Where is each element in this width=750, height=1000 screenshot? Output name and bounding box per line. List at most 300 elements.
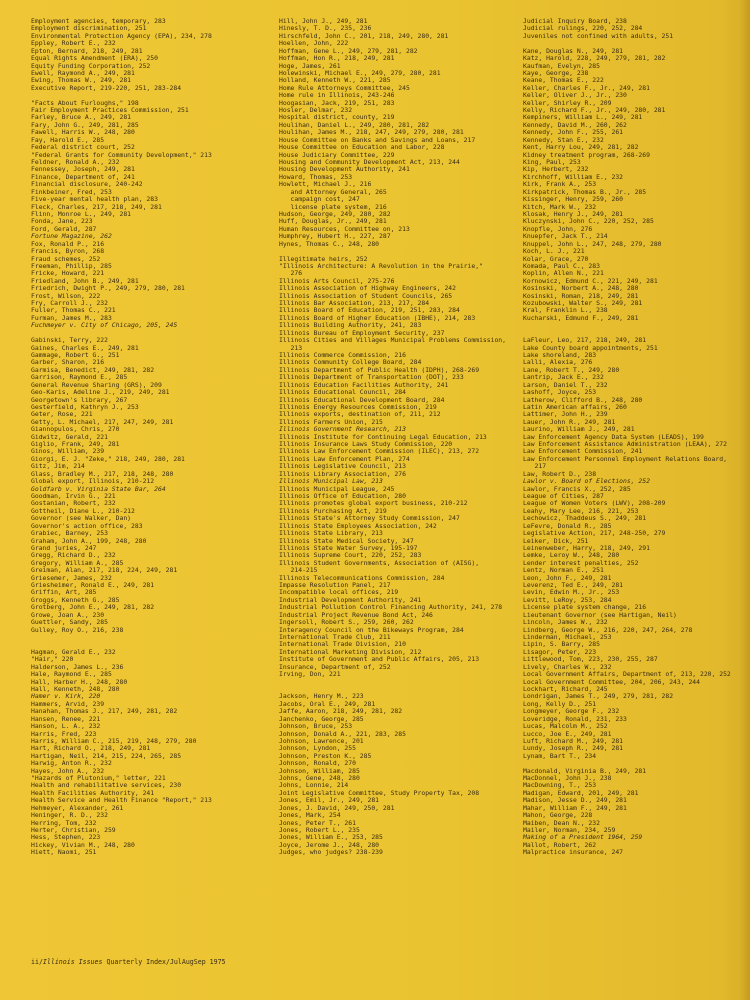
index-entry: Leverenz, Ted E., 249, 281: [523, 581, 624, 590]
index-entry: Illinois Library Association, 276: [279, 469, 406, 478]
index-entry: Grabiec, Barney, 253: [31, 529, 108, 538]
index-entry: Hoge, James, 261: [279, 61, 341, 70]
index-entry: Hehmeyer, Alexander, 261: [31, 803, 124, 812]
index-entry: Illinois Bar Association, 213, 217, 284: [279, 299, 430, 308]
index-entry: Goodman, Irvin G., 221: [31, 492, 116, 500]
index-entry: Johnson, William, 285: [279, 766, 360, 775]
index-entry: Kidney treatment program, 268-269: [523, 150, 650, 159]
index-entry: Jones, Robert L., 235: [279, 825, 360, 834]
index-entry: "Hazards of Plutonium," letter, 221: [31, 774, 166, 783]
index-entry: Lundy, Joseph R., 249, 281: [523, 744, 624, 753]
index-entry: Local Government Affairs, Department of, 213, 220, 252: [523, 670, 731, 679]
index-entry: Latherow, Clifford B., 248, 280: [523, 395, 643, 404]
index-entry: Fortune Magazine, 262: [31, 232, 112, 241]
index-entry: Joyce, Jerome J., 248, 280: [279, 840, 380, 849]
index-entry: Friedrich, Dwight P., 249, 279, 280, 281: [31, 284, 185, 293]
index-entry: Goldfarb v. Virginia State Bar, 264: [31, 484, 166, 493]
index-entry: Komada, Paul C., 283: [523, 261, 600, 270]
index-entry: Johnson, Preston K., 285: [279, 751, 372, 760]
index-entry: Kane, Douglas N., 249, 281: [523, 46, 624, 55]
index-entry: 213: [279, 343, 303, 352]
index-entry: LaFleur, Leo, 217, 218, 249, 281: [523, 336, 647, 345]
index-entry: Howard, Thomas, 253: [279, 172, 353, 181]
index-entry: Lemke, Leroy W., 248, 280: [523, 551, 620, 560]
index-entry: 217: [523, 462, 547, 471]
index-entry: Griffin, Art, 285: [31, 588, 97, 597]
index-entry: Illinois State Employees Association, 242: [279, 521, 437, 530]
page-edge-shadow: [740, 0, 750, 1000]
index-entry: Humphrey, Hubert H., 227, 287: [279, 232, 391, 241]
index-entry: Knopfle, John, 276: [523, 224, 593, 233]
index-entry: Illinois State Library, 213: [279, 529, 383, 538]
index-entry: Illinois Arts Council, 275-276: [279, 276, 395, 285]
index-entry: Employment agencies, temporary, 283: [31, 17, 166, 25]
index-entry: Longmeyer, George F., 232: [523, 707, 620, 716]
index-entry: Greiman, Alan, 217, 218, 224, 249, 281: [31, 566, 178, 575]
index-entry: Executive Report, 219-220, 251, 283-284: [31, 83, 182, 92]
index-entry: Hill, John J., 249, 281: [279, 17, 368, 25]
index-entry: Health Facilities Authority, 241: [31, 788, 155, 797]
index-entry: MacDonnel, John J., 238: [523, 774, 612, 783]
index-entry: campaign cost, 247: [279, 195, 360, 204]
index-entry: Kirk, Frank A., 253: [523, 180, 597, 189]
index-entry: Griesheimer, Ronald E., 249, 281: [31, 581, 155, 590]
index-entry: Illinois Board of Education, 219, 251, 283, 284: [279, 306, 460, 315]
index-entry: Lechowicz, Thaddeus S., 249, 281: [523, 514, 647, 523]
index-entry: Illinois Energy Resources Commission, 219: [279, 402, 437, 411]
index-entry: Ingersoll, Robert S., 259, 260, 262: [279, 618, 414, 627]
index-entry: Hess, Stephen, 223: [31, 833, 101, 842]
index-entry: Johnson, Ronald, 270: [279, 759, 356, 768]
index-entry: Gostanian, Robert, 232: [31, 499, 116, 508]
index-entry: Illinois Farmers Union, 215: [279, 417, 383, 426]
index-entry: Lentz, Norman E., 251: [523, 566, 604, 575]
index-entry: Illinois Municipal League, 245: [279, 484, 395, 493]
index-entry: Lawlor, Francis X., 252, 285: [523, 484, 631, 493]
index-entry: Health Service and Health Finance "Report," 213: [31, 796, 212, 805]
index-entry: Feldner, Ronald A., 232: [31, 158, 120, 167]
index-entry: Flinn, Monroe L., 249, 281: [31, 209, 132, 218]
index-entry: Gitz, Jim, 214: [31, 462, 85, 471]
index-entry: Ginos, William, 239: [31, 447, 105, 456]
index-entry: Illegitimate heirs, 252: [279, 254, 368, 263]
index-entry: Johns, Gene, 248, 280: [279, 774, 360, 783]
index-entry: Jones, J. David, 249, 250, 281: [279, 803, 395, 812]
index-entry: Gulley, Roy O., 216, 238: [31, 625, 124, 634]
index-entry: Lake County board appointments, 251: [523, 343, 658, 352]
index-entry: Illinois Cities and Villages Municipal Problems Commission,: [279, 336, 507, 345]
index-entry: Leinenweber, Harry, 218, 249, 291: [523, 543, 650, 552]
index-entry: Kral, Franklin L., 238: [523, 306, 608, 315]
index-entry: Irving, Don, 221: [279, 670, 341, 679]
index-entry: Groggs, Kenneth G., 285: [31, 595, 120, 604]
index-entry: Hanahan, Thomas J., 217, 249, 281, 282: [31, 707, 178, 716]
index-entry: Georgetown's library, 267: [31, 395, 128, 404]
index-entry: Governor (see Walker, Dan): [31, 514, 132, 523]
index-entry: Janchenko, George, 285: [279, 714, 364, 723]
index-entry: Huff, Douglas, Jr., 249, 281: [279, 217, 387, 226]
index-entry: Home rule in Illinois, 243-246: [279, 91, 395, 100]
index-entry: Johns, Lonnie, 214: [279, 781, 349, 790]
index-entry: Eppley, Robert E., 232: [31, 39, 116, 48]
index-entry: Jacobs, Oral E., 249, 281: [279, 699, 376, 708]
index-entry: Epton, Bernard, 218, 249, 281: [31, 46, 143, 55]
index-column-2: [279, 18, 511, 857]
index-entry: Houlihan, James M., 218, 247, 249, 279, 280, 281: [279, 128, 464, 137]
index-spacer: [31, 634, 263, 641]
index-entry: Harris, Fred, 223: [31, 729, 97, 738]
index-entry: Getty, L. Michael, 217, 247, 249, 281: [31, 417, 174, 426]
index-entry: Garrison, Raymond E., 285: [31, 373, 128, 382]
index-entry: Ford, Gerald, 287: [31, 224, 97, 233]
index-entry: Heninger, R. D., 232: [31, 811, 108, 820]
index-entry: Hartigan, Neil, 214, 215, 224, 265, 285: [31, 751, 182, 760]
index-entry: Illinois Educational Development Board, 284: [279, 395, 445, 404]
index-entry: Housing and Community Development Act, 213, 244: [279, 158, 460, 167]
index-entry: Illinois Board of Higher Education (IBHE), 214, 283: [279, 313, 476, 322]
index-entry: Illinois Department of Transportation (DOT), 233: [279, 373, 464, 382]
index-entry: Law Enforcement Commission, 241: [523, 447, 643, 456]
index-entry: and Attorney General, 265: [279, 187, 387, 196]
index-entry: Jackson, Henry M., 223: [279, 692, 364, 701]
index-entry: Federal district court, 252: [31, 143, 135, 152]
index-entry: Griesemer, James, 232: [31, 573, 112, 582]
index-entry: Illinois Law Enforcement Plan, 274: [279, 454, 410, 463]
index-entry: Illinois Supreme Court, 220, 252, 283: [279, 551, 422, 560]
index-entry: Hoellen, John, 222: [279, 39, 349, 48]
index-entry: Hart, Richard O., 218, 249, 281: [31, 744, 151, 753]
index-entry: Jones, Emil, Jr., 249, 281: [279, 796, 380, 805]
index-entry: license plate system, 216: [279, 202, 387, 211]
index-entry: Lipin, S. Barry, 285: [523, 640, 600, 649]
index-entry: Jones, William E., 253, 285: [279, 833, 383, 842]
index-entry: Laurino, William J., 249, 281: [523, 425, 635, 434]
index-entry: Hinesly, T. D., 235, 236: [279, 24, 372, 33]
index-entry: Geo-Karis, Adeline J., 219, 249, 281: [31, 388, 170, 397]
index-entry: Halderson, James L., 236: [31, 662, 124, 671]
index-entry: Illinois Municipal Law, 213: [279, 477, 383, 486]
index-entry: Judges, who judges? 238-239: [279, 848, 383, 857]
index-entry: Global export, Illinois, 210-212: [31, 477, 155, 486]
index-entry: Environmental Protection Agency (EPA), 234, 278: [31, 31, 212, 40]
index-entry: Lucco, Joe E., 249, 281: [523, 729, 612, 738]
index-entry: Financial disclosure, 240-242: [31, 180, 143, 189]
index-entry: Governor's action office, 283: [31, 521, 143, 530]
index-entry: Growe, Joan A., 230: [31, 610, 105, 619]
index-entry: Long, Kelly D., 251: [523, 699, 597, 708]
index-entry: Hall, Harber H., 248, 280: [31, 677, 128, 686]
index-entry: Illinois Commerce Commission, 216: [279, 350, 406, 359]
index-entry: Johnson, Lyndon, 255: [279, 744, 356, 753]
index-entry: Hosler, Delmar, 232: [279, 106, 353, 115]
index-column-1: [31, 18, 263, 857]
index-entry: Mallot, Robert, 262: [523, 840, 597, 849]
index-entry: Levin, Edwin M., Jr., 253: [523, 588, 620, 597]
index-entry: International Trade Club, 211: [279, 633, 391, 642]
index-entry: Hale, Raymond E., 285: [31, 670, 112, 679]
index-entry: Fricke, Howard, 221: [31, 269, 105, 278]
index-entry: Illinois Institute for Continuing Legal Education, 213: [279, 432, 487, 441]
index-entry: Fonda, Jane, 223: [31, 217, 93, 226]
index-entry: Giglio, Frank, 249, 281: [31, 440, 120, 449]
index-entry: Koplin, Allen N., 221: [523, 269, 604, 278]
index-entry: Interagency Council on the Bikeways Program, 284: [279, 625, 464, 634]
index-entry: Law Enforcement Assistance Administration (LEAA), 272: [523, 440, 727, 449]
index-entry: LeFevre, Donald R., 285: [523, 521, 612, 530]
index-entry: Harwig, Anton R., 232: [31, 759, 112, 768]
index-entry: Garmisa, Benedict, 249, 281, 282: [31, 365, 155, 374]
index-entry: Employment discrimination, 251: [31, 24, 147, 33]
index-entry: Lindberg, George W., 216, 220, 247, 264, 278: [523, 625, 693, 634]
index-entry: Latin American affairs, 260: [523, 402, 627, 411]
index-entry: Illinois Law Enforcement Commission (ILEC), 213, 272: [279, 447, 480, 456]
index-entry: Kempiners, William L., 249, 281: [523, 113, 643, 122]
index-entry: Law Enforcement Agency Data System (LEADS), 199: [523, 432, 704, 441]
index-entry: Grand juries, 247: [31, 543, 97, 552]
index-entry: Herring, Tom, 232: [31, 818, 97, 827]
index-entry: Hoogasian, Jack, 219, 251, 283: [279, 98, 395, 107]
index-entry: Holland, Kenneth W., 221, 285: [279, 76, 391, 85]
index-entry: Illinois Office of Education, 280: [279, 492, 406, 500]
index-entry: Illinois Telecommunications Commission, 284: [279, 573, 445, 582]
index-entry: Gregg, Richard D., 232: [31, 551, 116, 560]
index-entry: Housing Development Authority, 241: [279, 165, 410, 174]
index-entry: Herter, Christian, 259: [31, 825, 116, 834]
footer-journal-title: Illinois Issues: [42, 958, 103, 966]
index-entry: Illinois exports, destination of, 211, 212: [279, 410, 441, 419]
index-entry: Houlihan, Daniel L., 249, 280, 281, 282: [279, 120, 430, 129]
index-entry: House Committee on Education and Labor, 228: [279, 143, 445, 152]
index-entry: Gidwitz, Gerald, 221: [31, 432, 108, 441]
index-entry: Local Government Committee, 204, 206, 243, 244: [523, 677, 700, 686]
index-entry: Graham, John A., 199, 248, 280: [31, 536, 147, 545]
index-entry: Knuppel, John L., 247, 248, 279, 280: [523, 239, 662, 248]
index-entry: Kluczynski, John C., 220, 252, 285: [523, 217, 654, 226]
index-entry: Gabinski, Terry, 222: [31, 336, 108, 345]
index-entry: Kitch, Mark W., 232: [523, 202, 597, 211]
index-entry: Hirschfeld, John C., 201, 218, 249, 280, 281: [279, 31, 449, 40]
index-entry: Lane, Robert T., 249, 280: [523, 365, 620, 374]
index-entry: Leon, John F., 249, 281: [523, 573, 612, 582]
index-entry: Kucharski, Edmund F., 249, 281: [523, 313, 639, 322]
index-entry: Kornowicz, Edmund C., 221, 249, 281: [523, 276, 658, 285]
index-entry: Larson, Daniel T., 232: [523, 380, 608, 389]
index-entry: Illinois Association of Highway Engineers, 242: [279, 284, 456, 293]
index-entry: Freeman, Phillip, 285: [31, 261, 112, 270]
index-entry: League of Cities, 287: [523, 492, 604, 500]
index-entry: Illinois promotes global export business, 210-212: [279, 499, 468, 508]
index-entry: Illinois Insurance Laws Study Commission, 220: [279, 440, 453, 449]
index-entry: Gammage, Robert G., 251: [31, 350, 120, 359]
index-entry: Kennedy, John F., 255, 261: [523, 128, 624, 137]
index-entry: Hagman, Gerald E., 232: [31, 647, 116, 656]
index-entry: Kozubowski, Walter S., 249, 281: [523, 299, 643, 308]
index-entry: Guettler, Sandy, 285: [31, 618, 108, 627]
index-entry: Illinois Student Governments, Association of (AISG),: [279, 558, 480, 567]
index-entry: Five-year mental health plan, 283: [31, 195, 158, 204]
index-entry: International Trade Division, 210: [279, 640, 406, 649]
index-entry: Fary, John G., 249, 281, 285: [31, 120, 139, 129]
index-entry: Hoffman, Hon R., 218, 249, 281: [279, 54, 395, 63]
index-entry: Fraud schemes, 252: [31, 254, 101, 263]
index-entry: League of Women Voters (LWV), 208-209: [523, 499, 666, 508]
index-entry: Knuepfer, Jack T., 214: [523, 232, 608, 241]
index-entry: Illinois State Water Survey, 195-197: [279, 543, 418, 552]
index-entry: Kennedy, David M., 260, 262: [523, 120, 627, 129]
index-entry: Lieutenant Governor (see Hartigan, Neil): [523, 610, 677, 619]
index-entry: Fuller, Thomas C., 221: [31, 306, 116, 315]
index-entry: Illinois Department of Public Health (IDPH), 268-269: [279, 365, 480, 374]
index-entry: Lashoff, Joyce, 253: [523, 388, 597, 397]
index-entry: Lauer, John R., 249, 281: [523, 417, 616, 426]
index-entry: Health and rehabilitative services, 230: [31, 781, 182, 790]
index-entry: Industrial Development Authority, 241: [279, 595, 422, 604]
index-entry: Francis, Byron, 268: [31, 247, 105, 256]
index-entry: Keller, Charles F., Jr., 249, 281: [523, 83, 650, 92]
index-entry: Madison, Jesse D., 249, 281: [523, 796, 627, 805]
index-entry: Illinois State's Attorney Study Commission, 247: [279, 514, 460, 523]
index-entry: Mahar, William F., 249, 281: [523, 803, 627, 812]
index-entry: Frost, Wilson, 222: [31, 291, 101, 300]
index-entry: House Judiciary Committee, 229: [279, 150, 395, 159]
index-entry: Glass, Bradley M., 217, 218, 248, 280: [31, 469, 174, 478]
index-entry: Furman, James M., 283: [31, 313, 112, 322]
index-entry: Loveridge, Ronald, 231, 233: [523, 714, 627, 723]
index-entry: Fleck, Charles, 217, 218, 249, 281: [31, 202, 162, 211]
index-entry: Kirkpatrick, Thomas B., Jr., 285: [523, 187, 647, 196]
index-entry: Hoffman, Gene L., 249, 279, 281, 282: [279, 46, 418, 55]
index-entry: Kosinski, Norbert A., 248, 280: [523, 284, 639, 293]
index-entry: Illinois Building Authority, 241, 283: [279, 321, 422, 330]
index-entry: Luft, Richard M., 249, 281: [523, 736, 624, 745]
index-entry: Lucas, Malcolm M., 252: [523, 722, 608, 731]
index-entry: Industrial Project Revenue Bond Act, 246: [279, 610, 433, 619]
index-entry: Lalli, Alexia, 276: [523, 358, 593, 367]
index-entry: Hammers, Arvid, 239: [31, 699, 105, 708]
index-entry: Grotberg, John E., 249, 281, 282: [31, 603, 155, 612]
index-entry: Fry, Carroll J., 232: [31, 299, 108, 308]
index-entry: Howlett, Michael J., 216: [279, 180, 372, 189]
index-entry: "Hair," 220: [31, 655, 74, 664]
index-entry: Macdonald, Virginia B., 249, 281: [523, 766, 647, 775]
index-entry: Lisagor, Peter, 223: [523, 647, 597, 656]
index-entry: Kolar, Grace, 270: [523, 254, 589, 263]
index-entry: Holewinski, Michael E., 249, 279, 280, 281: [279, 68, 441, 77]
index-entry: Mahon, George, 228: [523, 811, 593, 820]
index-entry: Lantrip, Jack E., 232: [523, 373, 604, 382]
index-entry: Equity Funding Corporation, 252: [31, 61, 151, 70]
index-entry: Linderman, Michael, 253: [523, 633, 612, 642]
index-entry: Judicial rulings, 220, 252, 284: [523, 24, 643, 33]
index-entry: Kennedy, Stan E., 232: [523, 135, 604, 144]
index-entry: Fawell, Harris W., 248, 280: [31, 128, 135, 137]
index-entry: 276: [279, 269, 303, 278]
index-entry: Farley, Bruce A., 249, 281: [31, 113, 132, 122]
index-entry: Insurance, Department of, 252: [279, 662, 391, 671]
index-entry: Lattimer, John H., 239: [523, 410, 608, 419]
index-entry: Madigan, Edward, 201, 249, 281: [523, 788, 639, 797]
index-entry: Keller, Oliver J., Jr., 230: [523, 91, 627, 100]
index-entry: Kaufman, Evelyn, 285: [523, 61, 600, 70]
index-entry: Littlewood, Tom, 223, 230, 255, 287: [523, 655, 658, 664]
index-entry: Illinois Association of Student Councils, 265: [279, 291, 453, 300]
index-entry: Johnson, Lawrence, 201: [279, 736, 364, 745]
index-entry: Keane, Thomas E., 222: [523, 76, 604, 85]
index-entry: MacDowning, T., 253: [523, 781, 597, 790]
index-entry: Kaye, George, 238: [523, 68, 589, 77]
index-entry: Hickey, Vivian M., 248, 280: [31, 840, 135, 849]
index-entry: Impasse Resolution Panel, 217: [279, 581, 391, 590]
index-entry: Equal Rights Amendment (ERA), 250: [31, 54, 158, 63]
index-entry: Ewing, Thomas W., 249, 281: [31, 76, 132, 85]
index-entry: Fuchmeyer v. City of Chicago, 205, 245: [31, 321, 178, 330]
index-entry: Finance, Department of, 241: [31, 172, 135, 181]
index-entry: Gottheil, Diane L., 210-212: [31, 506, 135, 515]
index-entry: Illinois Bureau of Employment Security, 237: [279, 328, 445, 337]
index-entry: Hanson, L. A., 232: [31, 722, 101, 731]
index-entry: Lynam, Bart T., 234: [523, 751, 597, 760]
index-entry: Kip, Herbert, 232: [523, 165, 589, 174]
index-entry: Londrigan, James T., 249, 279, 281, 282: [523, 692, 674, 701]
index-entry: Kosinski, Roman, 218, 249, 281: [523, 291, 639, 300]
index-entry: Making of a President 1964, 259: [523, 833, 643, 842]
index-entry: Gesterfield, Kathryn J., 253: [31, 402, 139, 411]
footer-page-number: ii/: [31, 958, 43, 966]
index-entry: Fox, Ronald P., 216: [31, 239, 105, 248]
index-entry: Joint Legislative Committee, Study Property Tax, 208: [279, 788, 480, 797]
index-entry: "Facts About Furloughs," 198: [31, 98, 139, 107]
index-entry: Leahy, Mary Lee, 216, 221, 253: [523, 506, 639, 515]
index-entry: Fay, Harold E., 285: [31, 135, 105, 144]
index-entry: Illinois Education Facilities Authority, 241: [279, 380, 449, 389]
index-entry: Judicial Inquiry Board, 238: [523, 17, 627, 25]
index-entry: Maiben, Dean N., 232: [523, 818, 600, 827]
index-entry: Johnson, Bruce, 253: [279, 722, 353, 731]
index-entry: Hamer v. Kirk, 220: [31, 692, 101, 701]
index-entry: Hayes, John A., 232: [31, 766, 105, 775]
index-spacer: [523, 322, 745, 329]
index-entry: Kent, Harry Lou, 249, 281, 282: [523, 143, 639, 152]
index-entry: Gaines, Charles E., 249, 281: [31, 343, 139, 352]
index-entry: "Federal Grants for Community Development," 213: [31, 150, 212, 159]
index-entry: Lincoln, James W., 232: [523, 618, 608, 627]
index-entry: King, Paul, 253: [523, 158, 581, 167]
index-entry: Malpractice insurance, 247: [523, 848, 624, 857]
index-entry: Kissinger, Henry, 259, 260: [523, 195, 624, 204]
index-entry: Garber, Sharon, 216: [31, 358, 105, 367]
index-entry: Legislative Action, 217, 248-250, 279: [523, 529, 666, 538]
index-entry: Illinois State Medical Society, 247: [279, 536, 414, 545]
index-entry: Illinois Educational Council, 284: [279, 388, 406, 397]
index-entry: General Revenue Sharing (GRS), 209: [31, 380, 162, 389]
index-entry: Jones, Mark, 254: [279, 811, 341, 820]
index-entry: Hansen, Renee, 221: [31, 714, 101, 723]
index-entry: Illinois Government Research, 213: [279, 425, 406, 434]
index-entry: International Marketing Division, 212: [279, 647, 422, 656]
index-entry: Illinois Purchasing Act, 219: [279, 506, 387, 515]
index-entry: Keller, Shirley R., 209: [523, 98, 612, 107]
index-entry: Hall, Kenneth, 248, 280: [31, 684, 120, 693]
index-entry: Lockhart, Richard, 245: [523, 684, 608, 693]
index-entry: Law, Robert D., 238: [523, 469, 597, 478]
index-entry: Ewell, Raymond A., 249, 281: [31, 68, 135, 77]
index-entry: Incompatible local offices, 219: [279, 588, 399, 597]
footer-issue-label: Quarterly Index/JulAugSep 1975: [102, 958, 226, 966]
index-entry: Geter, Rose, 221: [31, 410, 93, 419]
index-entry: Lake shoreland, 283: [523, 350, 597, 359]
index-entry: Jones, Peter T., 261: [279, 818, 356, 827]
page-footer: [31, 958, 226, 966]
